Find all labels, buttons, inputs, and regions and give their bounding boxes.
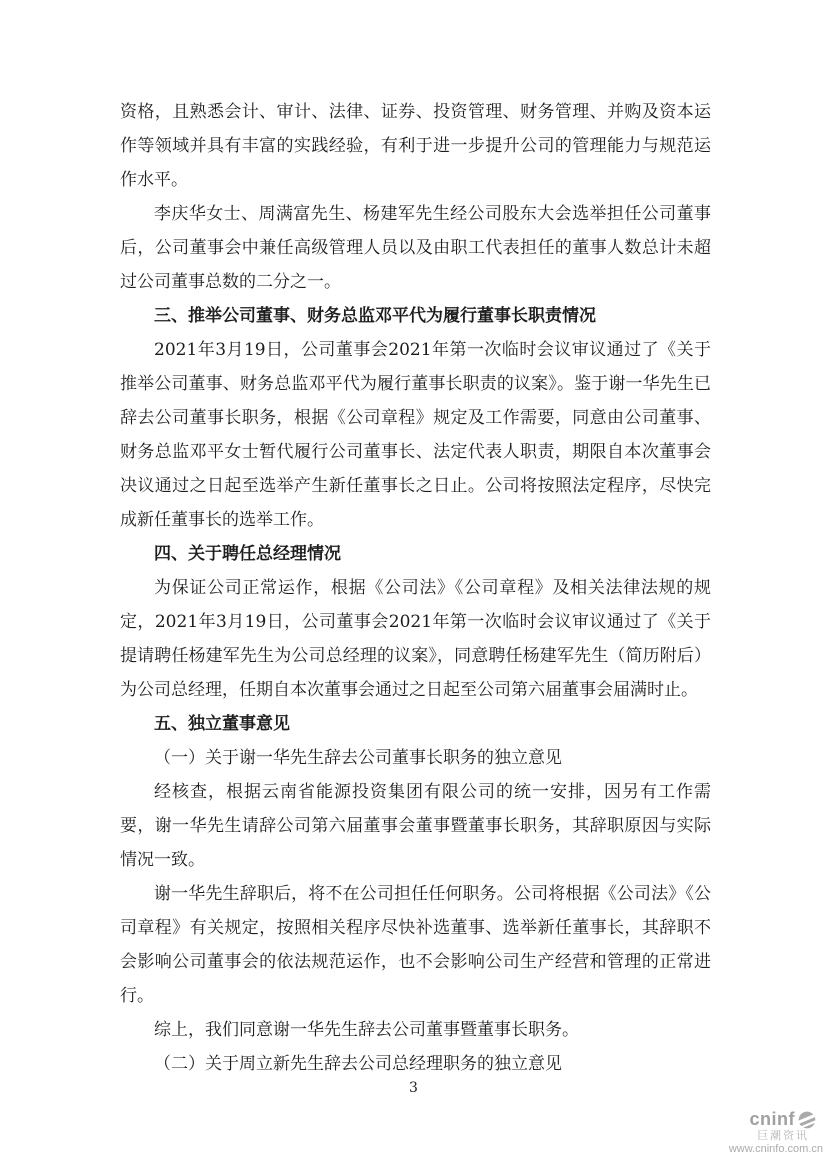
- cninfo-brand-text: cninf: [749, 1109, 795, 1130]
- paragraph: 为保证公司正常运作，根据《公司法》《公司章程》及相关法律法规的规定，2021年3月19日，公司董事会2021年第一次临时会议审议通过了《关于提请聘任杨建军先生为公司总经理的议案》，同意聘任杨建军先生（简历附后）为公司总经理，任期自本次董事会通过之日起至公司第六届董事会届满时止。: [120, 578, 711, 700]
- paragraph: 李庆华女士、周满富先生、杨建军先生经公司股东大会选举担任公司董事后，公司董事会中兼任高级管理人员以及由职工代表担任的董事人数总计未超过公司董事总数的二分之一。: [120, 204, 711, 292]
- cninfo-logo: [729, 1110, 823, 1155]
- paragraph-continued: 资格，且熟悉会计、审计、法律、证券、投资管理、财务管理、并购及资本运作等领域并具有丰富的实践经验，有利于进一步提升公司的管理能力与规范运作水平。: [120, 102, 711, 190]
- paragraph: 谢一华先生辞职后，将不在公司担任任何职务。公司将根据《公司法》《公司章程》有关规定，按照相关程序尽快补选董事、选举新任董事长，其辞职不会影响公司董事会的依法规范运作，也不会影响公司生产经营和管理的正常进行。: [120, 884, 711, 1006]
- document-body: [120, 95, 711, 1081]
- section-heading-5: 五、独立董事意见: [154, 714, 290, 734]
- cninfo-url: www.cninfo.com.cn: [728, 1143, 823, 1156]
- paragraph: 2021年3月19日，公司董事会2021年第一次临时会议审议通过了《关于推举公司董事、财务总监邓平代为履行董事长职责的议案》。鉴于谢一华先生已辞去公司董事长职务，根据《公司章程》规定及工作需要，同意由公司董事、财务总监邓平女士暂代履行公司董事长、法定代表人职责，期限自本次董事会决议通过之日起至选举产生新任董事长之日止。公司将按照法定程序，尽快完成新任董事长的选举工作。: [120, 340, 711, 530]
- section-heading-3: 三、推举公司董事、财务总监邓平代为履行董事长职责情况: [154, 306, 596, 326]
- cninfo-logo-row: [729, 1110, 817, 1130]
- section-heading-4: 四、关于聘任总经理情况: [154, 544, 341, 564]
- paragraph: 综上，我们同意谢一华先生辞去公司董事暨董事长职务。: [154, 1020, 579, 1040]
- subsection-heading-1: （一）关于谢一华先生辞去公司董事长职务的独立意见: [154, 748, 562, 768]
- page-number: 3: [409, 1080, 418, 1096]
- cninfo-swirl-icon: [797, 1110, 817, 1130]
- subsection-heading-2: （二）关于周立新先生辞去公司总经理职务的独立意见: [154, 1054, 562, 1074]
- cninfo-chinese-name: 巨潮资讯: [757, 1130, 809, 1142]
- paragraph: 经核查，根据云南省能源投资集团有限公司的统一安排，因另有工作需要，谢一华先生请辞公司第六届董事会董事暨董事长职务，其辞职原因与实际情况一致。: [120, 782, 711, 870]
